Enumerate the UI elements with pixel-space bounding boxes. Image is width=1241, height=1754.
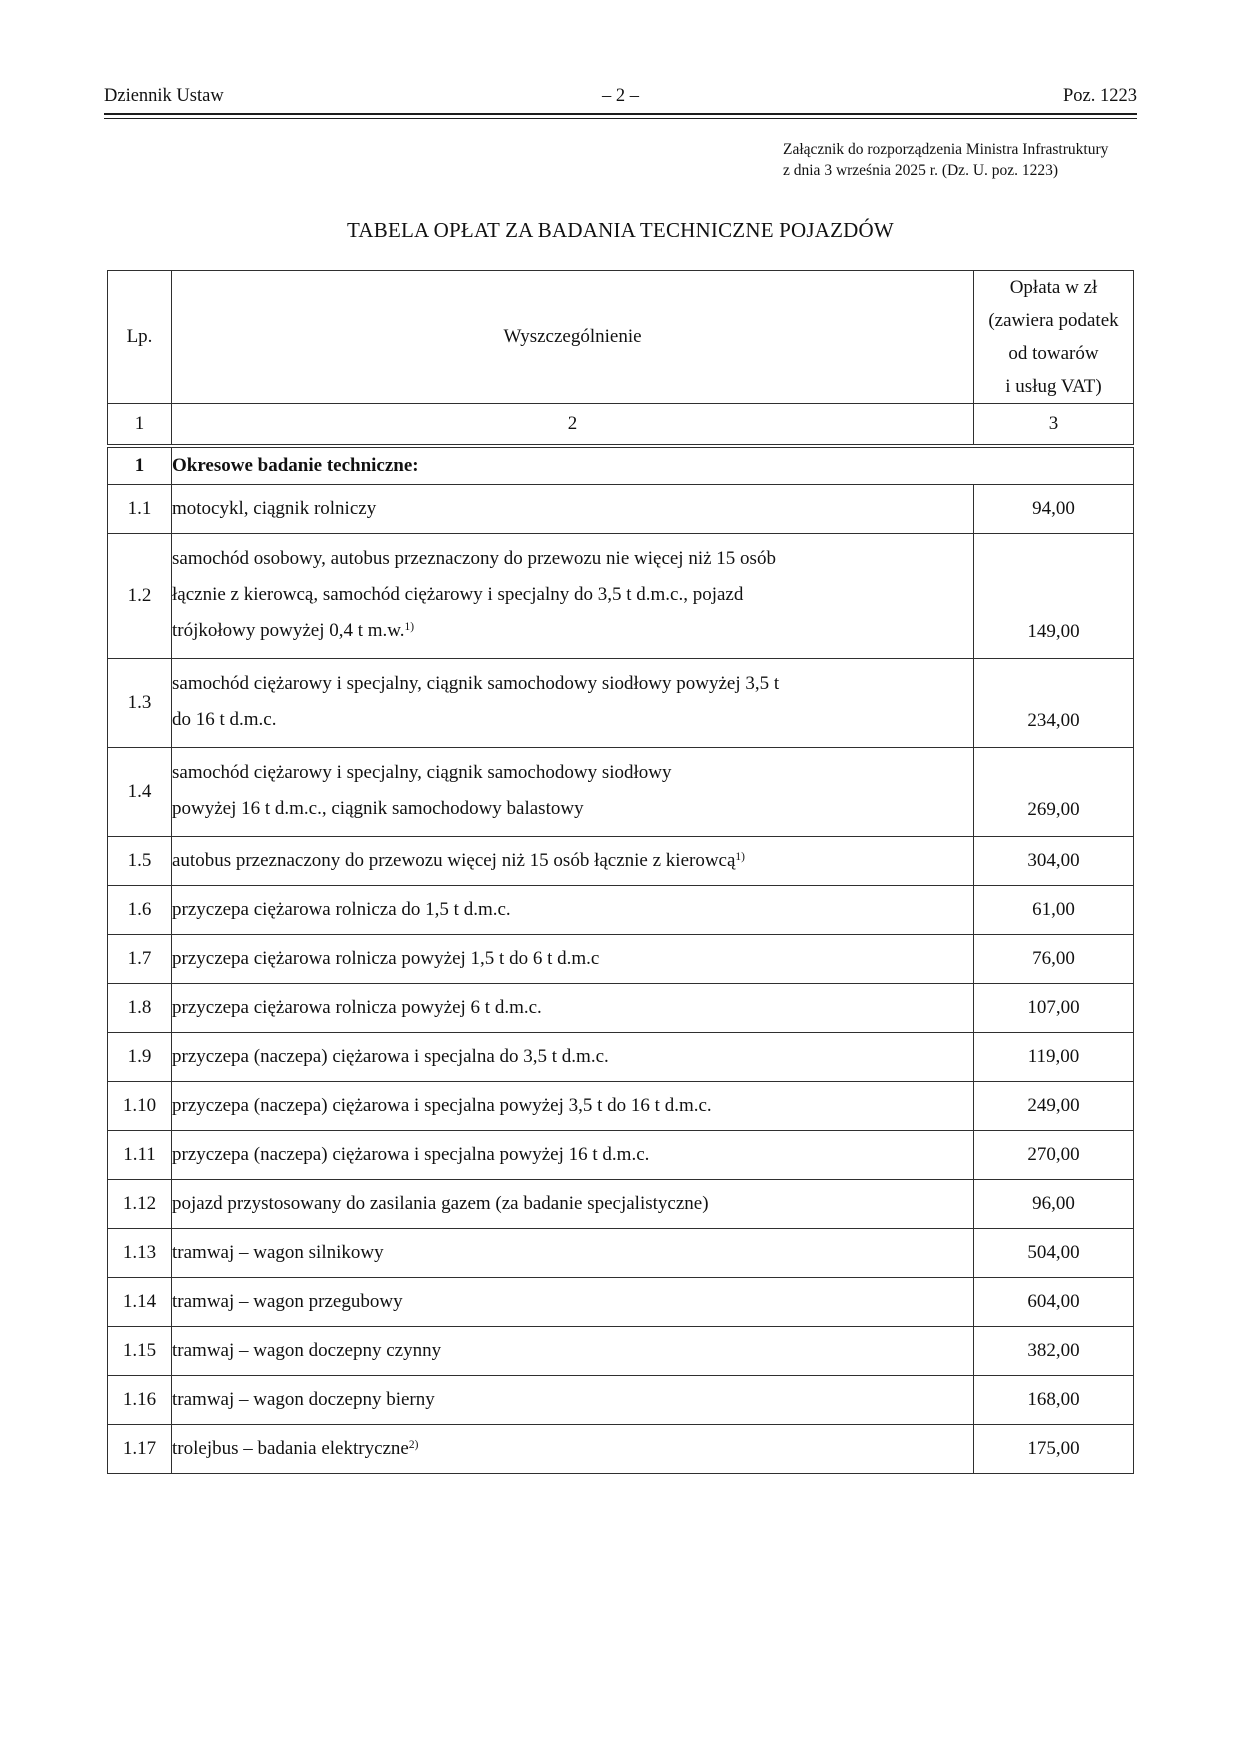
row-lp: 1.4 bbox=[108, 748, 172, 837]
row-description bbox=[172, 984, 974, 1033]
col-header-lp: Lp. bbox=[108, 271, 172, 404]
row-fee: 249,00 bbox=[974, 1082, 1134, 1131]
col-number-3: 3 bbox=[974, 404, 1134, 447]
table-row bbox=[108, 1327, 1134, 1376]
row-lp: 1.1 bbox=[108, 485, 172, 534]
row-description bbox=[172, 1131, 974, 1180]
table-row bbox=[108, 534, 1134, 659]
attachment-note bbox=[783, 140, 1137, 181]
table-row bbox=[108, 837, 1134, 886]
row-fee: 270,00 bbox=[974, 1131, 1134, 1180]
section-header-row bbox=[108, 446, 1134, 485]
fee-header-line: (zawiera podatek bbox=[988, 310, 1119, 332]
page-number: – 2 – bbox=[602, 86, 639, 106]
row-description bbox=[172, 748, 974, 837]
fee-header-line: i usług VAT) bbox=[1005, 376, 1102, 398]
row-fee: 76,00 bbox=[974, 935, 1134, 984]
row-description bbox=[172, 837, 974, 886]
attachment-note-line1: Załącznik do rozporządzenia Ministra Infrastruktury bbox=[783, 141, 1109, 159]
col-header-description: Wyszczególnienie bbox=[172, 271, 974, 404]
table-row bbox=[108, 748, 1134, 837]
row-fee: 234,00 bbox=[974, 659, 1134, 748]
row-lp: 1.15 bbox=[108, 1327, 172, 1376]
row-lp: 1.17 bbox=[108, 1425, 172, 1474]
row-description bbox=[172, 485, 974, 534]
position-number: Poz. 1223 bbox=[1063, 86, 1137, 106]
row-fee: 269,00 bbox=[974, 748, 1134, 837]
attachment-note-line2: z dnia 3 września 2025 r. (Dz. U. poz. 1223) bbox=[783, 161, 1059, 179]
description-line: pojazd przystosowany do zasilania gazem (za badanie specjalistyczne) bbox=[172, 1193, 709, 1215]
description-line: samochód ciężarowy i specjalny, ciągnik samochodowy siodłowy bbox=[172, 762, 672, 784]
row-fee: 168,00 bbox=[974, 1376, 1134, 1425]
description-line: przyczepa (naczepa) ciężarowa i specjalna powyżej 3,5 t do 16 t d.m.c. bbox=[172, 1095, 712, 1117]
description-line: tramwaj – wagon przegubowy bbox=[172, 1291, 403, 1313]
document-title: TABELA OPŁAT ZA BADANIA TECHNICZNE POJAZDÓW bbox=[347, 218, 894, 243]
table-row bbox=[108, 1278, 1134, 1327]
rule-thin-line bbox=[104, 118, 1137, 119]
row-lp: 1.11 bbox=[108, 1131, 172, 1180]
description-line: samochód ciężarowy i specjalny, ciągnik samochodowy siodłowy powyżej 3,5 t bbox=[172, 673, 780, 695]
column-numbers-row bbox=[108, 404, 1134, 447]
row-lp: 1.2 bbox=[108, 534, 172, 659]
row-description bbox=[172, 1425, 974, 1474]
description-line: motocykl, ciągnik rolniczy bbox=[172, 498, 377, 520]
fee-header-line: od towarów bbox=[1008, 343, 1099, 365]
description-line: trolejbus – badania elektryczne$^{2)}$ bbox=[172, 1438, 419, 1460]
row-lp: 1.12 bbox=[108, 1180, 172, 1229]
row-lp: 1.13 bbox=[108, 1229, 172, 1278]
row-lp: 1.9 bbox=[108, 1033, 172, 1082]
row-lp: 1.5 bbox=[108, 837, 172, 886]
row-lp: 1.7 bbox=[108, 935, 172, 984]
description-line: przyczepa (naczepa) ciężarowa i specjalna powyżej 16 t d.m.c. bbox=[172, 1144, 650, 1166]
table-row bbox=[108, 935, 1134, 984]
table-row bbox=[108, 886, 1134, 935]
row-fee: 119,00 bbox=[974, 1033, 1134, 1082]
row-fee: 96,00 bbox=[974, 1180, 1134, 1229]
table-row bbox=[108, 485, 1134, 534]
row-lp: 1.3 bbox=[108, 659, 172, 748]
row-description bbox=[172, 1033, 974, 1082]
col-number-2: 2 bbox=[172, 404, 974, 447]
row-fee: 61,00 bbox=[974, 886, 1134, 935]
row-fee: 149,00 bbox=[974, 534, 1134, 659]
row-description bbox=[172, 659, 974, 748]
description-line: samochód osobowy, autobus przeznaczony do przewozu nie więcej niż 15 osób bbox=[172, 548, 776, 570]
description-line: do 16 t d.m.c. bbox=[172, 709, 277, 731]
table-row bbox=[108, 1229, 1134, 1278]
col-number-1: 1 bbox=[108, 404, 172, 447]
row-fee: 604,00 bbox=[974, 1278, 1134, 1327]
description-line: przyczepa ciężarowa rolnicza powyżej 1,5 t do 6 t d.m.c bbox=[172, 948, 600, 970]
row-description bbox=[172, 1376, 974, 1425]
running-header bbox=[104, 86, 1137, 106]
description-line: powyżej 16 t d.m.c., ciągnik samochodowy balastowy bbox=[172, 798, 584, 820]
row-description bbox=[172, 534, 974, 659]
row-description bbox=[172, 1278, 974, 1327]
table-header-row bbox=[108, 271, 1134, 404]
table-row bbox=[108, 984, 1134, 1033]
description-line: autobus przeznaczony do przewozu więcej niż 15 osób łącznie z kierowcą$^{1)}$ bbox=[172, 850, 745, 872]
row-description bbox=[172, 886, 974, 935]
col-header-fee bbox=[974, 271, 1134, 404]
row-description bbox=[172, 1229, 974, 1278]
footnote-marker: 1) bbox=[404, 620, 415, 633]
row-fee: 107,00 bbox=[974, 984, 1134, 1033]
description-line: przyczepa ciężarowa rolnicza do 1,5 t d.m.c. bbox=[172, 899, 511, 921]
row-fee: 382,00 bbox=[974, 1327, 1134, 1376]
description-line: przyczepa (naczepa) ciężarowa i specjalna do 3,5 t d.m.c. bbox=[172, 1046, 609, 1068]
table-row bbox=[108, 1131, 1134, 1180]
journal-name: Dziennik Ustaw bbox=[104, 86, 224, 106]
row-lp: 1.14 bbox=[108, 1278, 172, 1327]
footnote-marker: 2) bbox=[408, 1438, 419, 1451]
row-description bbox=[172, 1082, 974, 1131]
row-fee: 175,00 bbox=[974, 1425, 1134, 1474]
row-fee: 304,00 bbox=[974, 837, 1134, 886]
description-line: łącznie z kierowcą, samochód ciężarowy i specjalny do 3,5 t d.m.c., pojazd bbox=[172, 584, 744, 606]
rule-thick-line bbox=[104, 113, 1137, 115]
footnote-marker: 1) bbox=[735, 850, 745, 863]
fee-header-line: Opłata w zł bbox=[1009, 277, 1098, 299]
row-lp: 1.8 bbox=[108, 984, 172, 1033]
section-label: Okresowe badanie techniczne: bbox=[172, 446, 1134, 485]
row-description bbox=[172, 935, 974, 984]
header-double-rule bbox=[104, 113, 1137, 119]
table-row bbox=[108, 659, 1134, 748]
fees-table bbox=[107, 270, 1134, 1474]
table-row bbox=[108, 1425, 1134, 1474]
row-fee: 504,00 bbox=[974, 1229, 1134, 1278]
row-lp: 1.6 bbox=[108, 886, 172, 935]
table-row bbox=[108, 1033, 1134, 1082]
row-description bbox=[172, 1327, 974, 1376]
row-description bbox=[172, 1180, 974, 1229]
section-lp: 1 bbox=[108, 446, 172, 485]
description-line: tramwaj – wagon silnikowy bbox=[172, 1242, 384, 1264]
row-lp: 1.16 bbox=[108, 1376, 172, 1425]
description-line: tramwaj – wagon doczepny czynny bbox=[172, 1340, 442, 1362]
row-lp: 1.10 bbox=[108, 1082, 172, 1131]
table-row bbox=[108, 1376, 1134, 1425]
table-row bbox=[108, 1082, 1134, 1131]
description-line: trójkołowy powyżej 0,4 t m.w.$^{1)}$ bbox=[172, 620, 415, 642]
description-line: tramwaj – wagon doczepny bierny bbox=[172, 1389, 435, 1411]
document-page bbox=[104, 0, 1137, 1474]
table-row bbox=[108, 1180, 1134, 1229]
row-fee: 94,00 bbox=[974, 485, 1134, 534]
description-line: przyczepa ciężarowa rolnicza powyżej 6 t d.m.c. bbox=[172, 997, 542, 1019]
